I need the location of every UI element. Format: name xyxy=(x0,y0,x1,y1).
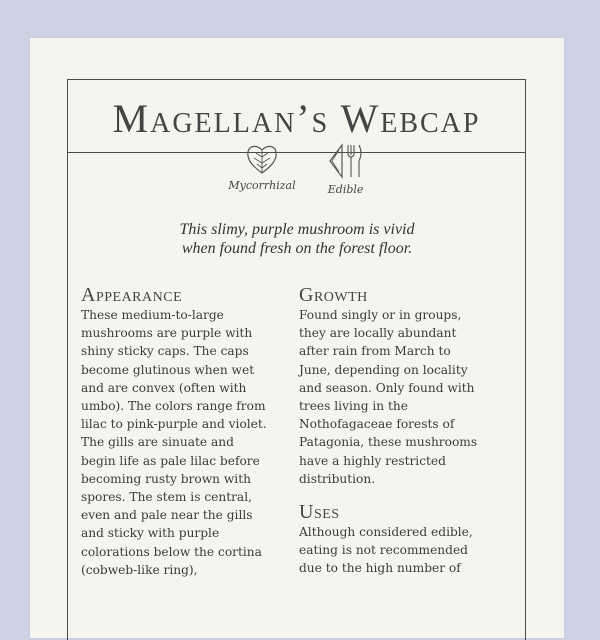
tag-mycorrhizal xyxy=(228,143,295,196)
plate-utensils-icon xyxy=(326,143,366,179)
page-title: Magellan’s Webcap xyxy=(112,95,481,141)
appearance-heading: Appearance xyxy=(81,284,183,306)
uses-heading: Uses xyxy=(299,501,340,524)
growth-text: Found singly or in groups, they are locally abundant after rain from March to June, depending on locality and season. Only found with trees living in the Nothofagaceae forests of Patagonia, these mushrooms have a highly restricted distribution. xyxy=(299,308,478,486)
appearance-text: These medium-to-large mushrooms are purple with shiny sticky caps. The caps become glutinous when wet and are convex (often with umbo). The colors range from lilac to pink-purple and violet. The gills are sinuate and begin life as pale lilac before becoming rusty brown with spores. The stem is central, even and pale near the gills and sticky with purple colorations below the cortina (cobweb-like ring), xyxy=(81,308,267,577)
uses-text: Although considered edible, eating is not recommended due to the high number of xyxy=(299,525,473,576)
tagline-line-1: This slimy, purple mushroom is vivid xyxy=(179,221,415,238)
tagline xyxy=(30,220,564,258)
growth-heading: Growth xyxy=(299,284,368,306)
growth-uses-column xyxy=(299,285,481,578)
tag-label-mycorrhizal: Mycorrhizal xyxy=(228,179,296,192)
tag-edible xyxy=(326,143,366,196)
appearance-column xyxy=(81,285,271,579)
field-guide-card xyxy=(30,38,564,638)
leaf-heart-icon xyxy=(245,143,279,175)
tagline-line-2: when found fresh on the forest floor. xyxy=(181,240,413,257)
tag-label-edible: Edible xyxy=(327,183,364,196)
tag-icons xyxy=(30,143,564,196)
